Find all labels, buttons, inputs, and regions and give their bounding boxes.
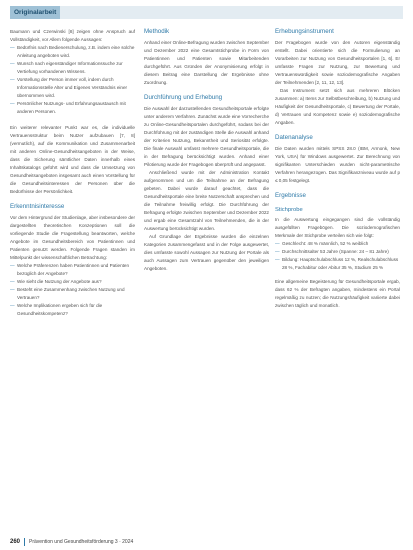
findings-list xyxy=(10,44,135,116)
section-label: Originalarbeit xyxy=(10,6,60,19)
page-footer xyxy=(10,537,403,547)
column-2 xyxy=(144,28,269,273)
page-number: 260 xyxy=(10,539,21,545)
body-paragraph: Anhand einer Online-Befragung wurden zwischen September und Dezember 2022 eine Gesamtstichprobe in Form von Patientinnen und Patienten sowie Mitarbeitenden durchgeführt. Aus Gründen der Anonymisierung erfolgt in diesem Beitrag eine Darstellung der Ergebnisse ohne Zuordnung. xyxy=(144,40,269,85)
subsection-heading: Stichprobe xyxy=(275,207,303,213)
body-paragraph: Das Instrument setzt sich aus mehreren Blöcken zusammen: a) Items zur Selbstbeschreibung, b) Nutzung und Häufigkeit der Gesundheitsportale, c) Bewertung der Portale, d) Vertrauen und Kompetenz sowie e) soziodemografische Angaben. xyxy=(275,88,400,125)
intro-paragraph: Baumann und Czerwinski [8] zeigen ohne Anspruch auf Vollständigkeit, vor Allem folgende Aussagen: xyxy=(10,29,135,42)
list-item: — Vorstellung der Person immer voll, indem durch Informationsstelle Alter und Eigenes Verständnis einer übernommen wird. xyxy=(10,76,135,100)
list-item: — Welche Präferenzen haben Patientinnen und Patienten bezüglich der Angebote? xyxy=(10,262,135,278)
section-heading: Erhebungsinstrument xyxy=(275,28,334,35)
header-band xyxy=(10,6,403,19)
section-heading: Ergebnisse xyxy=(275,192,306,199)
body-paragraph: Anschließend wurde mit der Administration Kontakt aufgenommen und um die Teilnahme an der Befragung gebeten. Dabei wurde darauf geachtet, dass die Gesundheitsportale eine breite Nutzerschaft ansprechen und die Teilnahme freiwillig erfolgt. Die Durchführung der Befragung erfolgte zwischen September und Dezember 2022 und ergab eine Gesamtzahl von Teilnehmenden, die in der Auswertung berücksichtigt wurden. xyxy=(144,170,269,231)
body-paragraph: Die Auswahl der darzustellenden Gesundheitsportale erfolgte unter anderem Verfahren. Zunächst wurde eine Vorrecherche zu Online-Gesundheitsportalen durchgeführt, sodass bei der Durchführung mit der zuständigen Stelle die Auswahl anhand der Kriterien Nutzung, Bekanntheit und Seriosität erfolgte. Die finale Auswahl umfasst mehrere Gesundheitsportale, die in der Befragung berücksichtigt wurden. Anhand einer Pilotierung wurde der Fragebogen überprüft und angepasst. xyxy=(144,106,269,167)
body-paragraph: Ein weiterer relevanter Punkt war es, die individuelle Vertrauensstruktur beim Nutzer aufzubauen [7, 8] (vermutlich), auf die Kommunikation und Zusammenarbeit mit anderen Online-Gesundheitsangeboten in der Weise, dass die Sicherung sämtlicher Daten innerhalb eines Inhaltskatalogs geführt wird und dass die Umsetzung von Gesundheitsangeboten insgesamt auch einen Vorstellung für die Gesundheitsinteressen der Personen über die Bedürfnisse der Persönlichkeit. xyxy=(10,125,135,194)
list-item: — Besteht eine Zusammenhang zwischen Nutzung und Vertrauen? xyxy=(10,286,135,302)
sample-list xyxy=(275,240,400,272)
list-item: — Welche Implikationen ergeben sich für die Gesundheitskompetenz? xyxy=(10,302,135,318)
list-item: — Wunsch nach eigenständiger Informationssuche zur Vertiefung vorhandenen Wissens. xyxy=(10,60,135,76)
list-item: — Persönlicher Nutzungs- und Erfahrungsaustausch mit anderen Personen. xyxy=(10,100,135,116)
section-heading: Datenanalyse xyxy=(275,134,313,141)
section-heading: Erkenntnisinteresse xyxy=(10,203,65,210)
journal-name: Prävention und Gesundheitsförderung 3 · 2024 xyxy=(29,539,134,545)
column-1 xyxy=(10,28,135,318)
body-paragraph: In die Auswertung eingegangen sind die vollständig ausgefüllten Fragebögen. Die soziodemografischen Merkmale der Stichprobe verteilen sich wie folgt: xyxy=(275,217,400,238)
section-heading: Methodik xyxy=(144,28,170,35)
body-paragraph: Vor dem Hintergrund der Studienlage, aber insbesondere der dargestellten theoretischen Konzeptionen soll die vorliegende Studie die Fragestellung beantworten, welche Angebote im Gesundheitsbereich von Patientinnen und Patienten genutzt werden. Folgende Fragen standen im Mittelpunkt der wissenschaftlichen Betrachtung: xyxy=(10,215,135,260)
list-item: — Durchschnittsalter 53 Jahre (Spanne: 24 – 81 Jahre) xyxy=(275,248,400,256)
body-paragraph: Eine allgemeine Begeisterung für Gesundheitsportale ergab, dass 62 % der Befragten angaben, mindestens ein Portal regelmäßig zu nutzen; die Nutzungshäufigkeit variierte dabei zwischen täglich und monatlich. xyxy=(275,279,400,308)
list-item: — Bildung: Hauptschulabschluss 12 %, Realschulabschluss 28 %, Fachabitur oder Abitur 35 %, Studium 25 % xyxy=(275,256,400,272)
list-item: — Bedürfnis nach Bedienerschulung, z.B. indem eine solche Anleitung angeboten wird. xyxy=(10,44,135,60)
section-heading: Durchführung und Erhebung xyxy=(144,94,223,101)
list-item: — Wie sieht die Nutzung der Angebote aus? xyxy=(10,278,135,286)
body-paragraph: Auf Grundlage der Ergebnisse wurden die einzelnen Kategorien zusammengefasst und in der Folge ausgewertet, dies umfasste sowohl Aussagen zur Nutzung der Portale als auch Aussagen zum Vertrauen gegenüber den jeweiligen Angeboten. xyxy=(144,234,269,271)
footer-divider xyxy=(24,538,25,546)
body-paragraph: Die Daten wurden mittels SPSS 28.0 (IBM, Armonk, New York, USA) für Windows ausgewertet. Zur Berechnung von signifikanten Unterschieden wurden nicht-parametrische Verfahren herangezogen. Das Signifikanzniveau wurde auf p ≤ 0,05 festgelegt. xyxy=(275,146,400,183)
questions-list xyxy=(10,262,135,318)
column-3 xyxy=(275,28,400,310)
body-paragraph: Der Fragebogen wurde von den Autoren eigenständig erstellt. Dabei orientierte sich die Formulierung an Vorarbeiten zur Nutzung von Gesundheitsportalen [1, 6]. Er umfasste Fragen zur Nutzung, zur Bewertung und Vertrauenswürdigkeit sowie soziodemografische Angaben der Teilnehmenden [2, 11, 12, 13]. xyxy=(275,40,400,85)
list-item: — Geschlecht: 48 % männlich, 52 % weiblich xyxy=(275,240,400,248)
